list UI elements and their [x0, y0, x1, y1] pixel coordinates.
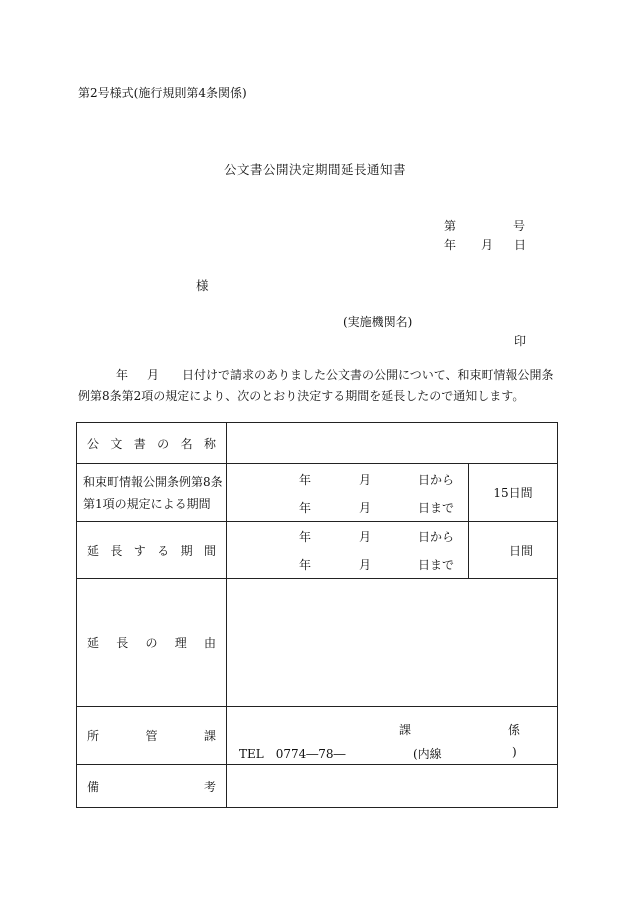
label-char: 公: [87, 436, 100, 451]
body-month: 月: [147, 368, 160, 382]
label-department: [77, 727, 226, 744]
remarks-value[interactable]: [227, 765, 558, 808]
label-char: 所: [87, 729, 100, 743]
period-until-row: [227, 493, 468, 521]
period-month: 月: [359, 500, 372, 515]
ordinance-days: 15日間: [469, 464, 558, 522]
label-char: 期: [180, 543, 193, 558]
document-title: 公文書公開決定期間延長通知書: [223, 162, 406, 177]
label-remarks: [77, 778, 226, 795]
label-reason-cell: [77, 579, 227, 707]
label-ordinance-period-2: 第1項の規定による期間: [83, 496, 211, 511]
period-from-row: [227, 465, 468, 493]
period-month: 月: [359, 558, 372, 572]
doc-number-prefix: 第: [444, 219, 457, 233]
extension-period-dates[interactable]: [227, 522, 469, 579]
doc-name-value[interactable]: [227, 423, 558, 464]
period-until-row: [227, 550, 468, 578]
date-day: 日: [514, 238, 527, 252]
period-until: 日まで: [418, 500, 455, 515]
label-char: 文: [110, 436, 123, 451]
row-extension-period: [77, 522, 558, 579]
label-extension-period-cell: [77, 522, 227, 579]
label-ordinance-period-1: 和束町情報公開条例第8条: [83, 474, 223, 489]
body-line-2: 例第8条第2項の規定により、次のとおり決定する期間を延長したので通知します。: [78, 389, 525, 403]
period-year: 年: [299, 500, 312, 515]
period-from: 日から: [418, 530, 455, 544]
period-year: 年: [299, 558, 312, 572]
row-reason: [77, 579, 558, 707]
date-month: 月: [481, 238, 494, 252]
label-char: 延: [87, 543, 100, 558]
department-fields: [227, 708, 557, 764]
extension-days: 日間: [508, 543, 533, 558]
ordinance-period-dates[interactable]: [227, 464, 469, 522]
label-char: す: [133, 543, 146, 558]
notification-table: [76, 422, 558, 808]
recipient-suffix: 様: [196, 278, 209, 293]
label-char: 間: [203, 543, 216, 558]
dept-ka: 課: [399, 722, 412, 737]
date-year: 年: [444, 238, 457, 252]
label-department-cell: [77, 707, 227, 765]
label-char: 長: [116, 636, 129, 650]
department-value[interactable]: [227, 707, 558, 765]
label-char: 書: [133, 436, 146, 451]
label-char: の: [157, 436, 170, 451]
label-char: 理: [174, 636, 187, 650]
label-remarks-cell: [77, 765, 227, 808]
label-char: 延: [87, 636, 100, 650]
row-ordinance-period: [77, 464, 558, 522]
reason-value[interactable]: [227, 579, 558, 707]
period-year: 年: [299, 472, 312, 487]
dept-extension-open: (内線: [413, 746, 442, 761]
dept-tel: TEL 0774―78―: [239, 746, 346, 761]
label-char: 由: [203, 636, 216, 650]
row-doc-name: [77, 423, 558, 464]
label-char: 課: [203, 729, 216, 743]
label-char: 長: [110, 543, 123, 558]
label-extension-period: [77, 542, 226, 559]
form-number: 第2号様式(施行規則第4条関係): [78, 86, 247, 100]
label-doc-name-cell: [77, 423, 227, 464]
body-year: 年: [116, 368, 129, 382]
agency-name-label: (実施機関名): [343, 315, 413, 329]
label-char: の: [145, 636, 158, 650]
row-department: [77, 707, 558, 765]
dept-extension-close: ): [512, 744, 517, 759]
label-doc-name: [77, 435, 226, 452]
seal-mark: 印: [514, 334, 527, 348]
body-line-1: 日付けで請求のありました公文書の公開について、和束町情報公開条: [182, 368, 554, 382]
extension-days-cell[interactable]: [469, 522, 558, 579]
label-char: 管: [145, 729, 158, 743]
label-char: る: [157, 543, 170, 558]
label-ordinance-period-cell: [77, 464, 227, 522]
label-char: 考: [203, 779, 216, 794]
doc-number-suffix: 号: [513, 219, 526, 233]
label-char: 備: [87, 779, 100, 794]
period-from: 日から: [418, 472, 455, 487]
dept-kakari: 係: [508, 722, 521, 737]
period-until: 日まで: [418, 558, 455, 572]
period-month: 月: [359, 530, 372, 544]
period-from-row: [227, 522, 468, 550]
row-remarks: [77, 765, 558, 808]
period-month: 月: [359, 472, 372, 487]
label-reason: [77, 634, 226, 651]
label-char: 名: [180, 436, 193, 451]
period-year: 年: [299, 530, 312, 544]
label-char: 称: [203, 436, 216, 451]
